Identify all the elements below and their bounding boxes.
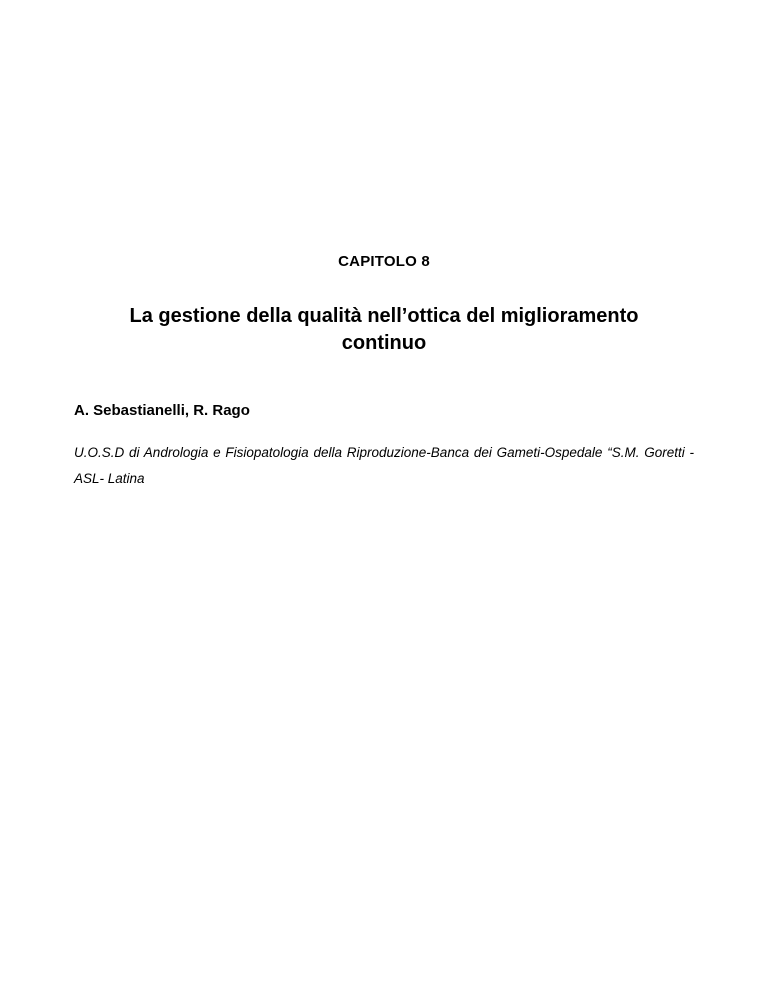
chapter-label: CAPITOLO 8	[338, 253, 430, 270]
authors: A. Sebastianelli, R. Rago	[74, 402, 250, 419]
affiliation: U.O.S.D di Andrologia e Fisiopatologia della Riproduzione-Banca dei Gameti-Ospedale “S.M. Goretti - ASL- Latina	[74, 445, 694, 486]
chapter-title: La gestione della qualità nell’ottica del miglioramento continuo	[129, 305, 639, 354]
